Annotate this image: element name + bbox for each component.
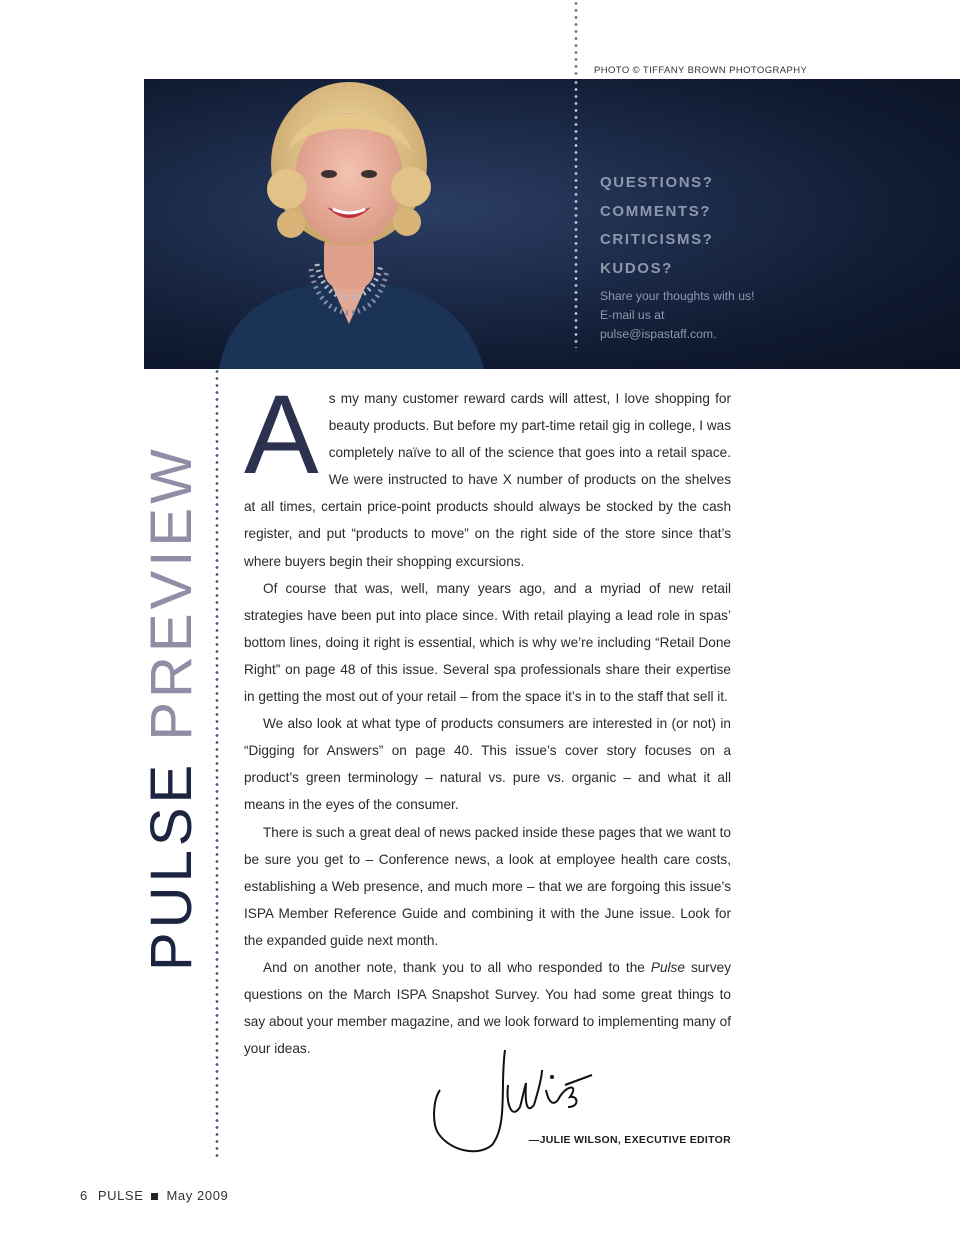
editor-letter	[244, 372, 731, 1062]
page-number: 6	[80, 1188, 88, 1203]
callout-question: CRITICISMS?	[600, 231, 714, 249]
article-paragraph: Of course that was, well, many years ago, and a myriad of new retail strategies have been put into place since. With retail playing a lead role in spas’ bottom lines, doing it right is essential, which is why we’re including “Retail Done Right” on page 48 of this issue. Several spa professionals share their expertise in getting the most out of your retail – from the space it’s in to the staff that sell it.	[244, 580, 731, 705]
header-photo-banner	[144, 79, 960, 369]
callout-question: COMMENTS?	[600, 202, 712, 220]
section-title	[139, 445, 204, 971]
callout-question: QUESTIONS?	[600, 174, 714, 191]
callout-question: KUDOS?	[600, 260, 673, 278]
section-title-preview: PREVIEW	[139, 445, 204, 741]
article-paragraph: We also look at what type of products consumers are interested in (or not) in “Digging for Answers” on page 40. This issue’s cover story focuses on a product’s green terminology – natural vs. pure vs. organic – and what it all means in the eyes of the consumer.	[244, 716, 731, 813]
footer-magazine: PULSE	[97, 1188, 144, 1203]
dotted-divider-side	[215, 368, 219, 1158]
square-separator-icon	[151, 1193, 158, 1200]
article-italic-pulse: Pulse	[650, 959, 685, 975]
drop-cap: A	[244, 372, 319, 497]
editor-byline: —JULIE WILSON, EXECUTIVE EDITOR	[528, 1134, 731, 1146]
callout-questions	[600, 169, 714, 284]
photo-credit: PHOTO © TIFFANY BROWN PHOTOGRAPHY	[594, 65, 808, 76]
section-title-pulse: PULSE	[139, 760, 204, 971]
article-paragraph-text: s my many customer reward cards will attest, I love shopping for beauty products. But before my part-time retail gig in college, I was completely naïve to all of the science that goes into a retail space. We were instructed to have X number of products on the shelves at all times, certain price-point products should always be stocked by the cash register, and put “products to move” on the right side of the store since that’s where buyers begin their shopping excursions.	[244, 391, 731, 569]
footer-date: May 2009	[166, 1188, 229, 1203]
article-paragraph: There is such a great deal of news packed inside these pages that we want to be sure you get to – Conference news, a look at employee health care costs, establishing a Web presence, and much more – that we are forgoing this issue’s ISPA Member Reference Guide and combining it with the June issue. Look for the expanded guide next month.	[244, 824, 731, 948]
callout-share-text: Share your thoughts with us! E-mail us at pulse@ispastaff.com.	[600, 289, 755, 341]
page-footer	[80, 1188, 228, 1203]
article-text: survey questions on the March ISPA Snapshot Survey. You had some great things to say about your member magazine, and we look forward to implementing many of your ideas.	[244, 959, 731, 1057]
dotted-divider-banner	[574, 79, 578, 348]
article-paragraph	[244, 372, 731, 575]
editor-portrait	[199, 79, 499, 369]
article-text: And on another note, thank you to all who responded to the	[263, 959, 651, 975]
